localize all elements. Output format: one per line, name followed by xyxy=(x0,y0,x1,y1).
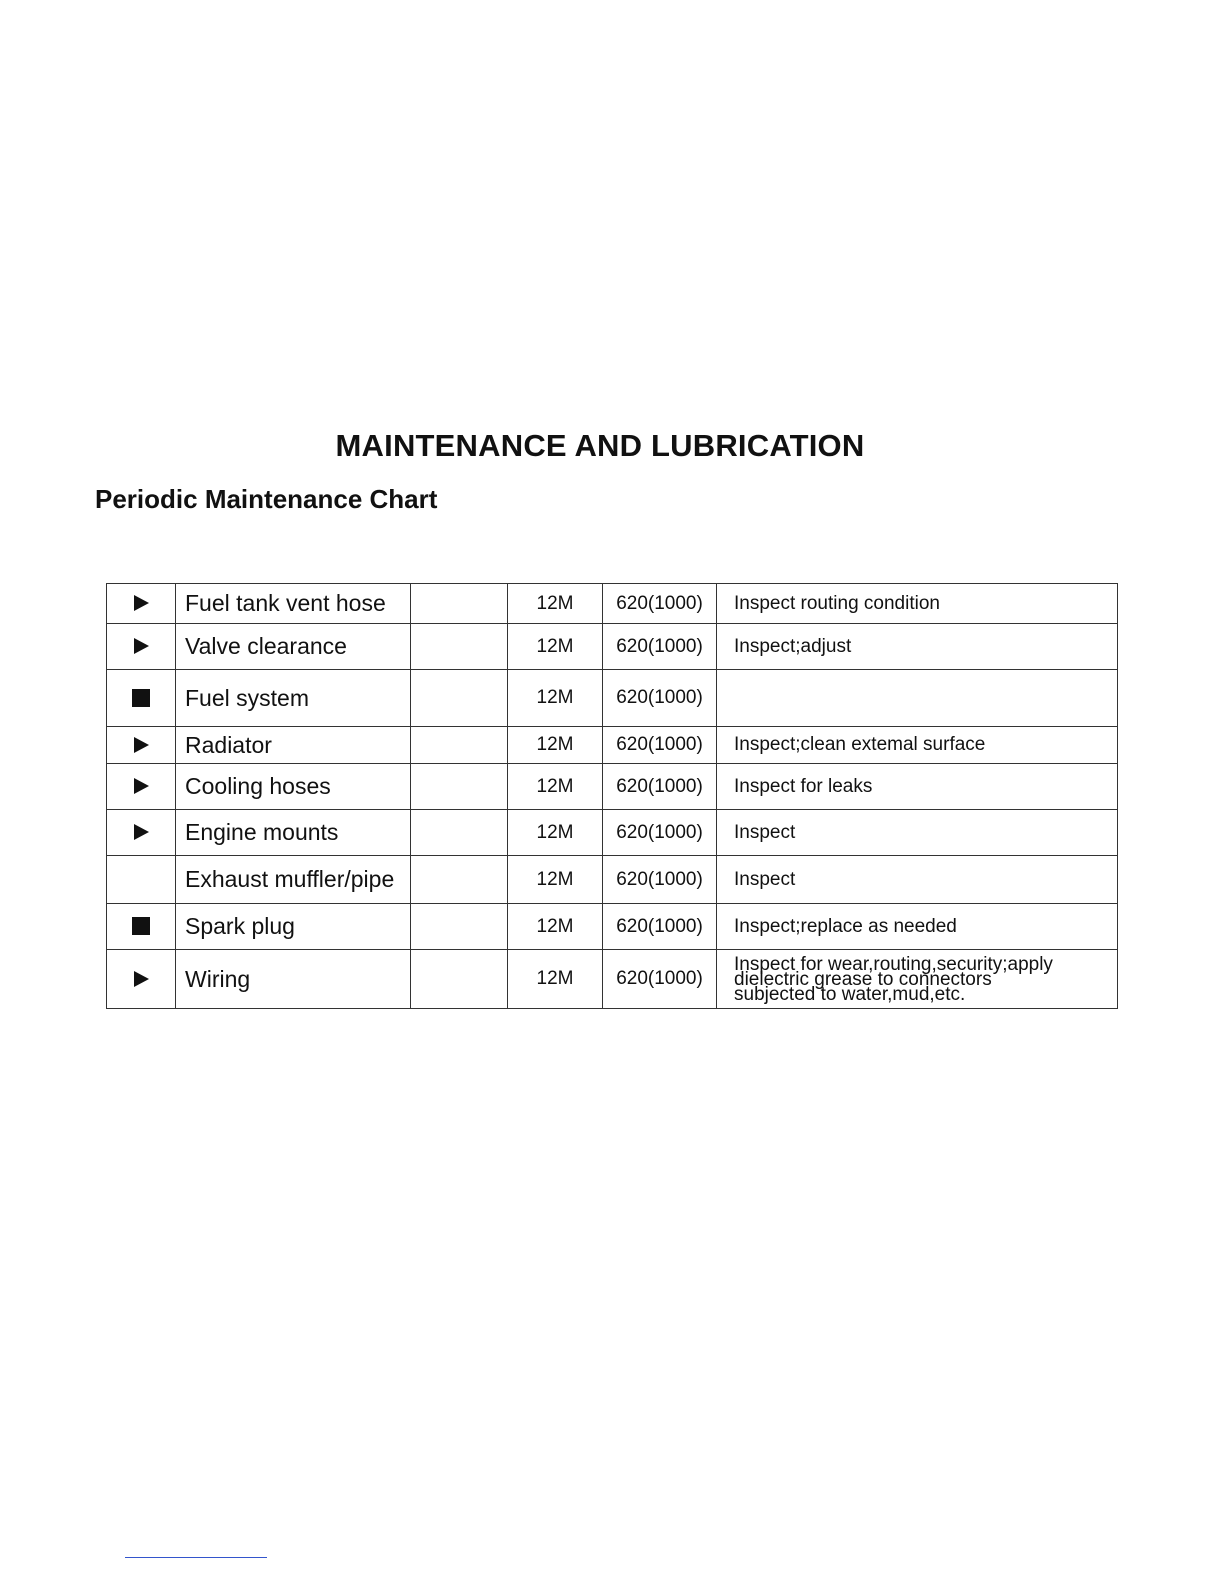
item-cell: Engine mounts xyxy=(176,810,411,856)
symbol-cell xyxy=(107,727,176,764)
blank-cell xyxy=(411,856,508,904)
item-cell: Fuel system xyxy=(176,670,411,727)
triangle-icon xyxy=(134,971,149,987)
interval-distance-cell: 620(1000) xyxy=(603,727,717,764)
item-cell: Wiring xyxy=(176,950,411,1009)
interval-months-cell: 12M xyxy=(508,904,603,950)
note-cell: Inspect;clean extemal surface xyxy=(717,727,1118,764)
symbol-cell xyxy=(107,764,176,810)
interval-months-cell: 12M xyxy=(508,764,603,810)
note-line: Inspect for wear,routing,security;apply xyxy=(734,953,1053,975)
table-row xyxy=(107,764,1118,810)
interval-distance-cell: 620(1000) xyxy=(603,856,717,904)
triangle-icon xyxy=(134,778,149,794)
interval-months-cell: 12M xyxy=(508,670,603,727)
interval-months-cell: 12M xyxy=(508,856,603,904)
note-cell xyxy=(717,950,1118,1009)
interval-months-cell: 12M xyxy=(508,950,603,1009)
footer-rule xyxy=(125,1557,267,1558)
blank-cell xyxy=(411,764,508,810)
interval-months-cell: 12M xyxy=(508,810,603,856)
symbol-cell xyxy=(107,950,176,1009)
page-title: MAINTENANCE AND LUBRICATION xyxy=(335,428,865,463)
item-cell: Spark plug xyxy=(176,904,411,950)
table-row xyxy=(107,624,1118,670)
triangle-icon xyxy=(134,595,149,611)
interval-distance-cell: 620(1000) xyxy=(603,584,717,624)
blank-cell xyxy=(411,950,508,1009)
blank-cell xyxy=(411,727,508,764)
square-icon xyxy=(132,689,150,707)
interval-months-cell: 12M xyxy=(508,624,603,670)
symbol-cell xyxy=(107,856,176,904)
note-cell: Inspect for leaks xyxy=(717,764,1118,810)
symbol-cell xyxy=(107,624,176,670)
interval-months-cell: 12M xyxy=(508,727,603,764)
blank-cell xyxy=(411,624,508,670)
note-cell: Inspect xyxy=(717,856,1118,904)
item-cell: Radiator xyxy=(176,727,411,764)
note-cell: Inspect;replace as needed xyxy=(717,904,1118,950)
item-cell: Exhaust muffler/pipe xyxy=(176,856,411,904)
note-line: dielectric grease to connectors xyxy=(734,968,992,990)
blank-cell xyxy=(411,584,508,624)
triangle-icon xyxy=(134,824,149,840)
item-cell: Cooling hoses xyxy=(176,764,411,810)
triangle-icon xyxy=(134,638,149,654)
note-cell: Inspect routing condition xyxy=(717,584,1118,624)
table-row xyxy=(107,584,1118,624)
interval-distance-cell: 620(1000) xyxy=(603,950,717,1009)
item-cell: Valve clearance xyxy=(176,624,411,670)
note-cell xyxy=(717,670,1118,727)
section-title: Periodic Maintenance Chart xyxy=(95,484,438,514)
table-row xyxy=(107,856,1118,904)
table-row xyxy=(107,727,1118,764)
interval-distance-cell: 620(1000) xyxy=(603,624,717,670)
symbol-cell xyxy=(107,584,176,624)
square-icon xyxy=(132,917,150,935)
blank-cell xyxy=(411,670,508,727)
note-cell: Inspect;adjust xyxy=(717,624,1118,670)
triangle-icon xyxy=(134,737,149,753)
interval-distance-cell: 620(1000) xyxy=(603,904,717,950)
table-row xyxy=(107,810,1118,856)
interval-distance-cell: 620(1000) xyxy=(603,670,717,727)
maintenance-chart-table xyxy=(106,583,1118,1009)
symbol-cell xyxy=(107,670,176,727)
symbol-cell xyxy=(107,810,176,856)
table-row xyxy=(107,904,1118,950)
interval-distance-cell: 620(1000) xyxy=(603,764,717,810)
note-line: subjected to water,mud,etc. xyxy=(734,983,966,1005)
symbol-cell xyxy=(107,904,176,950)
interval-months-cell: 12M xyxy=(508,584,603,624)
table-row xyxy=(107,950,1118,1009)
blank-cell xyxy=(411,810,508,856)
item-cell: Fuel tank vent hose xyxy=(176,584,411,624)
table-row xyxy=(107,670,1118,727)
note-cell: Inspect xyxy=(717,810,1118,856)
interval-distance-cell: 620(1000) xyxy=(603,810,717,856)
blank-cell xyxy=(411,904,508,950)
